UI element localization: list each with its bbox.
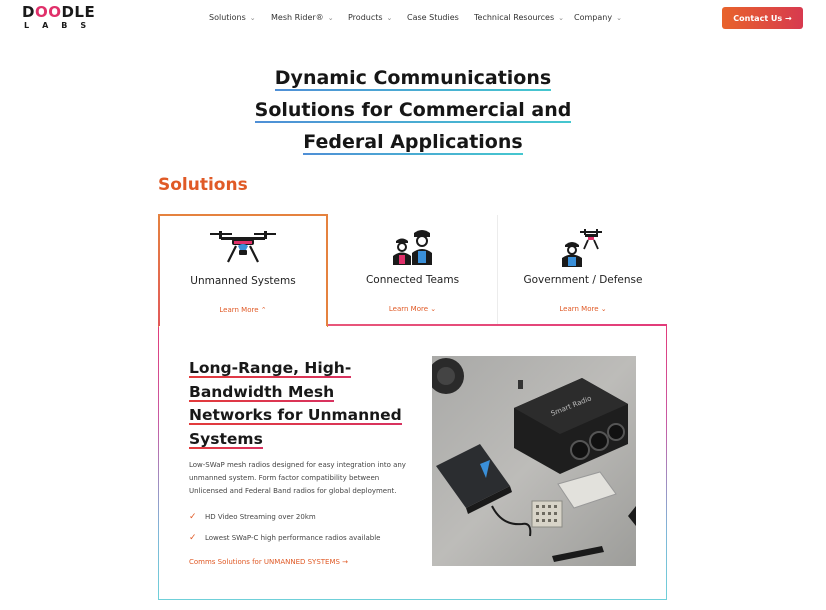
logo-wordmark: DOODLE <box>22 3 96 21</box>
panel-border-accent <box>326 324 667 326</box>
nav-label: Solutions <box>209 13 246 22</box>
check-icon: ✓ <box>189 511 197 522</box>
tab-border-accent <box>158 214 160 326</box>
nav-label: Products <box>348 13 383 22</box>
learn-more-link[interactable]: Learn More ⌃ <box>219 306 267 314</box>
panel-description: Low-SWaP mesh radios designed for easy integration into any unmanned system. Form factor compatibility between Unlicensed and Federal Band radios for global deployment. <box>189 461 406 495</box>
main-nav <box>209 13 624 22</box>
nav-case-studies[interactable] <box>407 13 474 22</box>
tab-border-accent <box>158 214 328 216</box>
tab-government-defense[interactable] <box>498 215 668 325</box>
smart-radio-products-photo <box>432 356 636 566</box>
doodle-labs-logo[interactable] <box>22 5 100 30</box>
feature-text: Lowest SWaP-C high performance radios available <box>205 533 381 542</box>
chevron-down-icon: ⌄ <box>327 13 334 22</box>
drone-icon <box>208 228 278 274</box>
nav-mesh-rider[interactable] <box>271 13 348 22</box>
panel-heading <box>189 357 419 451</box>
feature-item <box>189 527 419 548</box>
panel-heading-line: Systems <box>189 429 263 448</box>
nav-label: Case Studies <box>407 13 459 22</box>
panel-heading-line: Bandwidth Mesh <box>189 382 335 401</box>
chevron-down-icon: ⌄ <box>616 13 622 22</box>
hero-title-line: Dynamic Communications <box>275 62 551 94</box>
learn-more-link[interactable]: Learn More ⌄ <box>388 305 437 313</box>
section-title: Solutions <box>158 175 248 195</box>
learn-more-link[interactable]: Learn More ⌄ <box>559 305 607 313</box>
nav-label: Mesh Rider® <box>271 13 324 22</box>
device-label: Smart Radio <box>549 394 593 418</box>
feature-text: HD Video Streaming over 20km <box>205 512 316 521</box>
panel-heading-line: Long-Range, High- <box>189 359 352 377</box>
tab-label: Unmanned Systems <box>190 275 296 287</box>
logo-subtitle: LABS <box>24 21 100 30</box>
tab-label: Connected Teams <box>365 274 460 286</box>
nav-company[interactable] <box>574 13 624 22</box>
site-header <box>0 0 826 38</box>
hero-title-line: Solutions for Commercial and <box>255 94 572 126</box>
nav-technical-resources[interactable] <box>474 13 574 22</box>
hero-title-line: Federal Applications <box>303 126 522 158</box>
nav-solutions[interactable] <box>209 13 271 22</box>
tab-connected-teams[interactable] <box>328 215 498 325</box>
nav-label: Technical Resources <box>474 13 555 22</box>
nav-label: Company <box>574 13 613 22</box>
nav-products[interactable] <box>348 13 407 22</box>
soldier-drone-icon <box>558 227 608 273</box>
chevron-down-icon: ⌄ <box>386 13 393 22</box>
feature-list <box>189 506 419 548</box>
feature-item <box>189 506 419 527</box>
chevron-down-icon: ⌄ <box>249 13 256 22</box>
contact-us-button[interactable]: Contact Us → <box>722 7 803 29</box>
panel-heading-line: Networks for Unmanned <box>189 406 402 424</box>
tab-label: Government / Defense <box>523 274 643 286</box>
chevron-down-icon: ⌄ <box>558 13 565 22</box>
workers-icon <box>388 227 438 273</box>
comms-solutions-link[interactable]: Comms Solutions for UNMANNED SYSTEMS → <box>189 558 349 566</box>
hero-title <box>190 62 636 158</box>
logo-accent: OO <box>34 3 62 21</box>
check-icon: ✓ <box>189 532 197 543</box>
tab-border-accent <box>326 215 328 326</box>
tab-unmanned-systems[interactable] <box>158 215 328 327</box>
